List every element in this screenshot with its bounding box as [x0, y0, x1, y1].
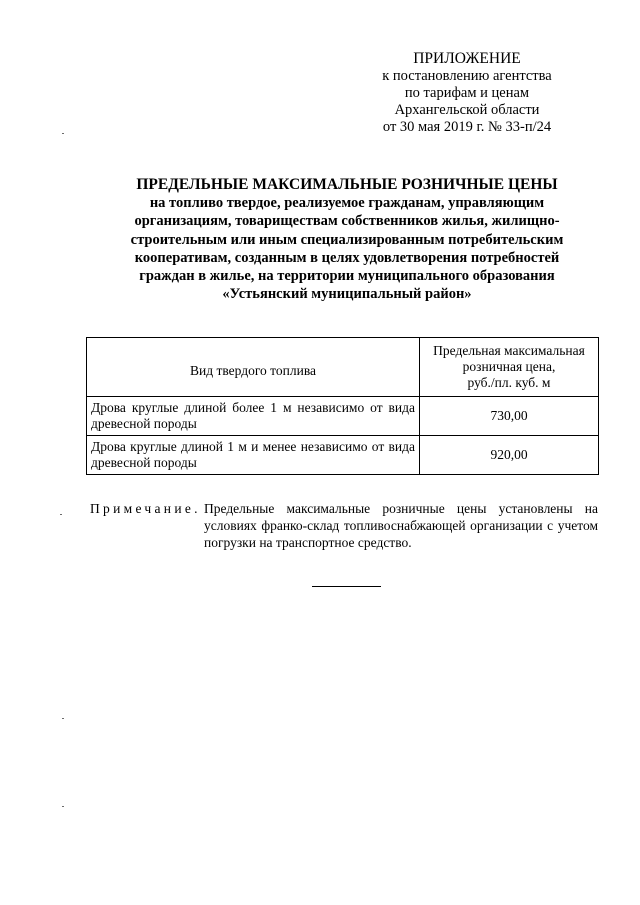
appendix-block	[330, 50, 604, 136]
note-label: Примечание.	[90, 501, 201, 516]
title-line: граждан в жилье, на территории муниципального образования	[139, 268, 555, 285]
appendix-line: к постановлению агентства	[382, 68, 552, 84]
table-row	[87, 436, 599, 475]
cell-fuel-type: Дрова круглые длиной более 1 м независимо от вида древесной породы	[87, 397, 420, 436]
note-block	[90, 500, 598, 551]
closing-divider	[312, 586, 381, 587]
cell-price: 730,00	[420, 397, 599, 436]
title-line: строительным или иным специализированным потребительским	[130, 231, 564, 248]
header-max-price	[420, 338, 599, 397]
header-price-line: розничная цена,	[462, 359, 556, 374]
note-text: Предельные максимальные розничные цены установлены на условиях франко-склад топливоснабжающей организации с учетом погрузки на транспортное средство.	[204, 501, 598, 550]
price-table	[86, 337, 599, 475]
title-main: ПРЕДЕЛЬНЫЕ МАКСИМАЛЬНЫЕ РОЗНИЧНЫЕ ЦЕНЫ	[136, 176, 558, 193]
title-line: кооперативам, созданным в целях удовлетворения потребностей	[134, 249, 560, 266]
cell-price: 920,00	[420, 436, 599, 475]
title-line: «Устьянский муниципальный район»	[222, 286, 472, 303]
document-title	[100, 176, 594, 303]
scan-speck	[62, 133, 64, 134]
scan-speck	[60, 514, 62, 515]
appendix-line: от 30 мая 2019 г. № 33-п/24	[382, 119, 552, 135]
header-fuel-type: Вид твердого топлива	[87, 338, 420, 397]
appendix-heading: ПРИЛОЖЕНИЕ	[413, 50, 521, 67]
appendix-line: по тарифам и ценам	[404, 85, 530, 101]
table-row	[87, 397, 599, 436]
header-price-line: руб./пл. куб. м	[467, 375, 551, 390]
cell-fuel-type: Дрова круглые длиной 1 м и менее независимо от вида древесной породы	[87, 436, 420, 475]
header-price-line: Предельная максимальная	[433, 343, 585, 358]
scan-speck	[62, 718, 64, 719]
scan-speck	[62, 806, 64, 807]
title-line: организациям, товариществам собственников жилья, жилищно-	[134, 213, 560, 230]
appendix-line: Архангельской области	[394, 102, 540, 118]
table-header-row	[87, 338, 599, 397]
title-line: на топливо твердое, реализуемое гражданам, управляющим	[149, 195, 545, 212]
